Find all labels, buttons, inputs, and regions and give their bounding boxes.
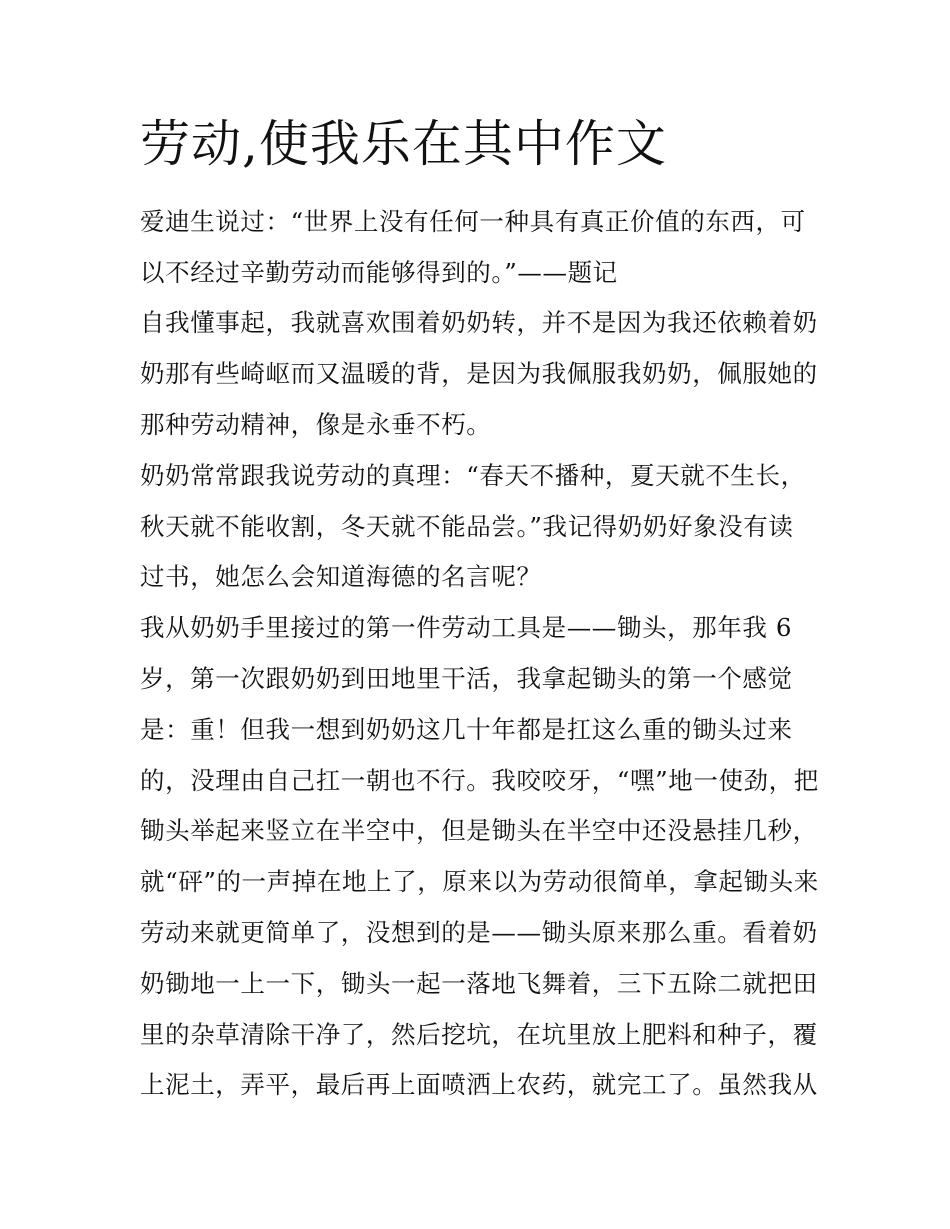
body-line: 上泥土，弄平，最后再上面喷洒上农药，就完工了。虽然我从 [140, 1070, 818, 1099]
body-line: 锄头举起来竖立在半空中，但是锄头在半空中还没悬挂几秒， [140, 816, 818, 845]
document-title: 劳动,使我乐在其中作文 [140, 115, 667, 173]
body-line: 秋天就不能收割，冬天就不能品尝。”我记得奶奶好象没有读 [140, 512, 794, 541]
body-line: 就“砰”的一声掉在地上了，原来以为劳动很简单，拿起锄头来 [140, 867, 819, 896]
body-line: 奶奶常常跟我说劳动的真理：“春天不播种，夏天就不生长， [140, 461, 806, 490]
body-line: 那种劳动精神，像是永垂不朽。 [140, 410, 492, 439]
body-line: 奶锄地一上一下，锄头一起一落地飞舞着，三下五除二就把田 [140, 969, 818, 998]
body-line: 爱迪生说过：“世界上没有任何一种具有真正价值的东西，可 [140, 207, 806, 236]
body-line: 劳动来就更简单了，没想到的是——锄头原来那么重。看着奶 [140, 918, 818, 947]
body-line: 我从奶奶手里接过的第一件劳动工具是——锄头，那年我 6 [140, 613, 793, 642]
body-line: 里的杂草清除干净了，然后挖坑，在坑里放上肥料和种子，覆 [140, 1020, 818, 1049]
body-line: 的，没理由自己扛一朝也不行。我咬咬牙，“嘿”地一使劲，把 [140, 766, 819, 795]
body-line: 以不经过辛勤劳动而能够得到的。”——题记 [140, 258, 618, 287]
body-line: 过书，她怎么会知道海德的名言呢？ [140, 562, 542, 591]
body-line: 是：重！但我一想到奶奶这几十年都是扛这么重的锄头过来 [140, 715, 793, 744]
body-line: 自我懂事起，我就喜欢围着奶奶转，并不是因为我还依赖着奶 [140, 308, 818, 337]
body-line: 岁，第一次跟奶奶到田地里干活，我拿起锄头的第一个感觉 [140, 664, 793, 693]
body-line: 奶那有些崎岖而又温暖的背，是因为我佩服我奶奶，佩服她的 [140, 359, 818, 388]
